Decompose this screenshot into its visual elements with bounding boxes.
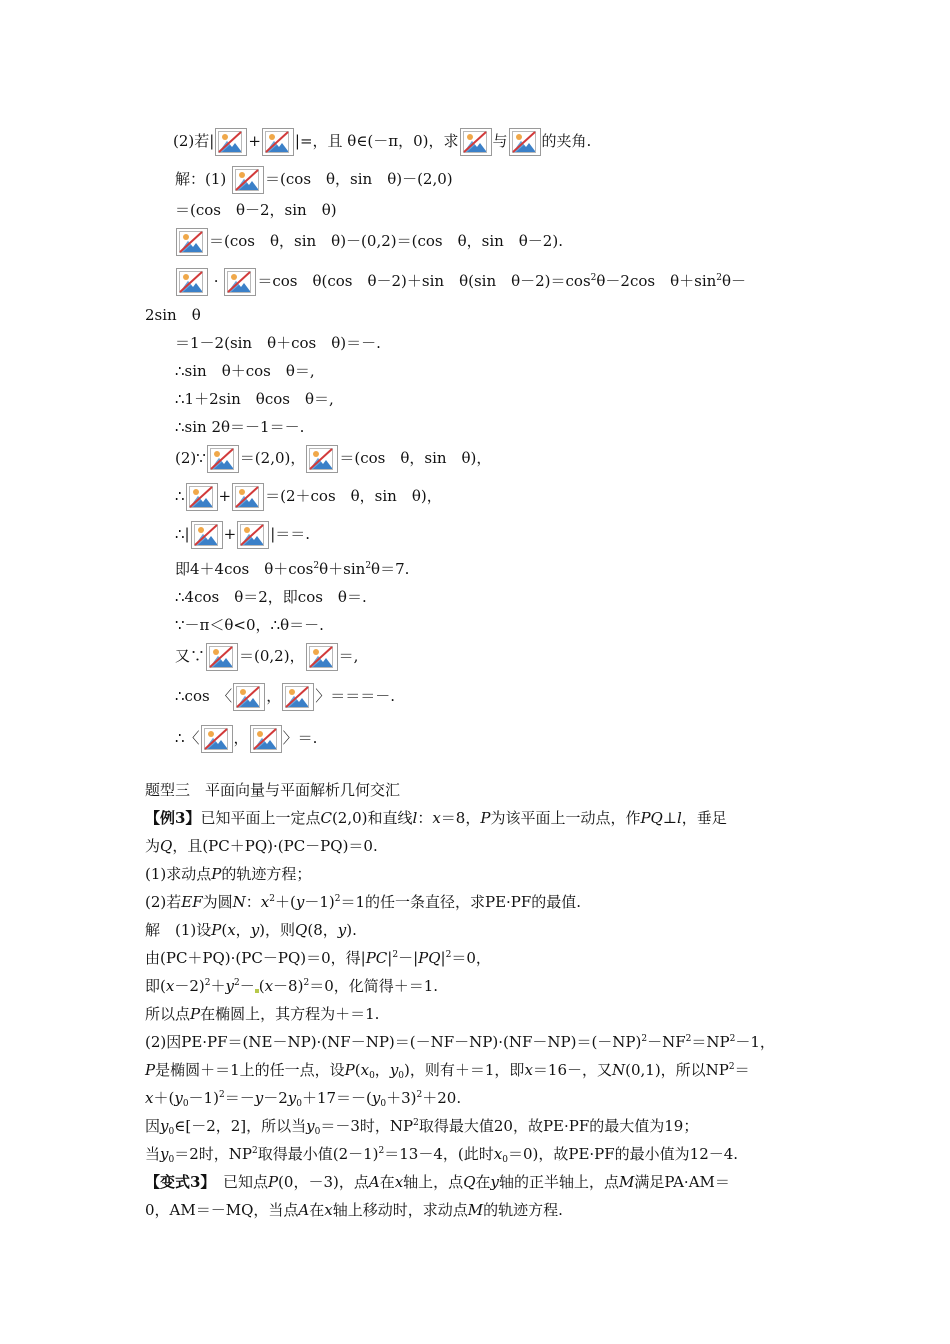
solution-line: 2sin θ <box>145 306 201 324</box>
solution-line: ∴sin 2θ＝－1＝－. <box>175 418 305 436</box>
solution-line: ∵－π＜θ<0，∴θ＝－. <box>175 616 324 634</box>
solution3-line: (2)因$PE\cdot PF=(NE-NP)\cdot(NF-NP)=(-NF-NP)\cdot(NF-NP)=(-NP)^2-NF^2=NP^2-1$， <box>145 1033 775 1051</box>
solution-line: ＝1－2(sin θ＋cos θ)＝－. <box>175 334 381 352</box>
broken-image-icon <box>306 445 338 473</box>
solution-line: 即4＋4cos $\theta+\cos^2\theta+\sin^2\theta=7$. <box>175 560 410 578</box>
solution-line: 解：(1) ＝(cos θ，sin θ)－(2,0) <box>175 166 453 194</box>
question-2: (2)若| + |=，且 θ∈(－π，0)，求 与 的夹角. <box>173 128 591 156</box>
broken-image-icon <box>233 683 265 711</box>
broken-image-icon <box>460 128 492 156</box>
broken-image-icon <box>250 725 282 753</box>
solution3-line: 当$y_0=2$时，$NP^2$取得最小值$(2-1)^2=13-4$，(此时$x_0=0$)，故PE·PF的最小值为12－4. <box>145 1145 739 1165</box>
solution-line: ∴1＋2sin θcos θ＝, <box>175 390 334 408</box>
solution-line: ∴ + ＝(2＋cos θ，sin θ)， <box>175 483 442 511</box>
broken-image-icon <box>176 228 208 256</box>
solution3-line: $x+(y_0-1)^2=-y-2y_0+17=-(y_0+3)^2+20$. <box>145 1089 462 1109</box>
solution-line: ∴sin θ＋cos θ＝, <box>175 362 315 380</box>
broken-image-icon <box>176 268 208 296</box>
example3-line1: 【例3】已知平面上一定点C(2,0)和直线l：x＝8，P为该平面上一动点，作PQ⊥l，垂足 <box>145 809 727 827</box>
broken-image-icon <box>306 643 338 671</box>
example3-q2: (2)若EF为圆N：$x^2+(y-1)^2=1$的任一条直径，求PE·PF的最值. <box>145 893 582 911</box>
solution3-line: 因$y_0\in[-2$，2]，所以当$y_0=-3$时，$NP^2$取得最大值20，故PE·PF的最大值为19； <box>145 1117 699 1137</box>
broken-image-icon <box>191 521 223 549</box>
variant3-line2: 0，AM＝－MQ，当点A在x轴上移动时，求动点M的轨迹方程. <box>145 1201 563 1219</box>
solution-line: (2)∵ ＝(2,0)， ＝(cos θ，sin θ)， <box>175 445 491 473</box>
solution-line: 又∵ ＝(0,2)， ＝, <box>175 643 358 671</box>
solution3-line: P是椭圆＋＝1上的任一点，设$P(x_0$，$y_0$)，则有＋＝1，即x＝16－，又N(0,1)，所以$NP^2=$ <box>145 1061 750 1081</box>
solution-line: ∴| + |＝＝. <box>175 521 310 549</box>
solution-line: · ＝cos θ(cos θ－2)＋sin θ(sin $\theta-2)=\cos^2\theta-2\cos$ $\theta+\sin^2\theta-$ <box>175 268 746 296</box>
broken-image-icon <box>262 128 294 156</box>
vector-pc: PC <box>365 949 388 967</box>
example3-line2: 为Q，且(PC＋PQ)·(PC－PQ)＝0. <box>145 837 378 855</box>
solution-line: ∴〈 ， 〉＝. <box>175 725 317 753</box>
solution3-line: 解 (1)设P(x，y)，则Q(8，y). <box>145 921 357 939</box>
broken-image-icon <box>215 128 247 156</box>
solution3-line: 由(PC＋PQ)·(PC－PQ)＝0，得$|PC|^2-|PQ|^2=0$， <box>145 949 491 967</box>
solution-line: ∴4cos θ＝2，即cos θ＝. <box>175 588 367 606</box>
broken-image-icon <box>232 166 264 194</box>
broken-image-icon <box>282 683 314 711</box>
solution-line: ＝(cos θ，sin θ)－(0,2)＝(cos θ，sin θ－2). <box>175 228 563 256</box>
broken-image-icon <box>201 725 233 753</box>
solution3-line: 所以点P在椭圆上，其方程为＋＝1. <box>145 1005 380 1023</box>
broken-image-icon <box>509 128 541 156</box>
variant3-line1: 【变式3】 已知点P(0，－3)，点A在x轴上，点Q在y轴的正半轴上，点M满足PA·AM＝ <box>145 1173 730 1191</box>
broken-image-icon <box>237 521 269 549</box>
section-title: 题型三 平面向量与平面解析几何交汇 <box>145 781 401 799</box>
solution-line: ∴cos 〈 ， 〉＝＝＝－. <box>175 683 395 711</box>
solution3-line: 即$(x-2)^2+y^2- (x-8)^2=0$，化简得＋＝1. <box>145 977 439 995</box>
broken-image-icon <box>207 445 239 473</box>
broken-image-icon <box>206 643 238 671</box>
solution-line: ＝(cos θ－2，sin θ) <box>175 201 337 219</box>
broken-image-icon <box>224 268 256 296</box>
broken-image-icon <box>232 483 264 511</box>
example3-q1: (1)求动点P的轨迹方程； <box>145 865 312 883</box>
broken-image-icon <box>186 483 218 511</box>
